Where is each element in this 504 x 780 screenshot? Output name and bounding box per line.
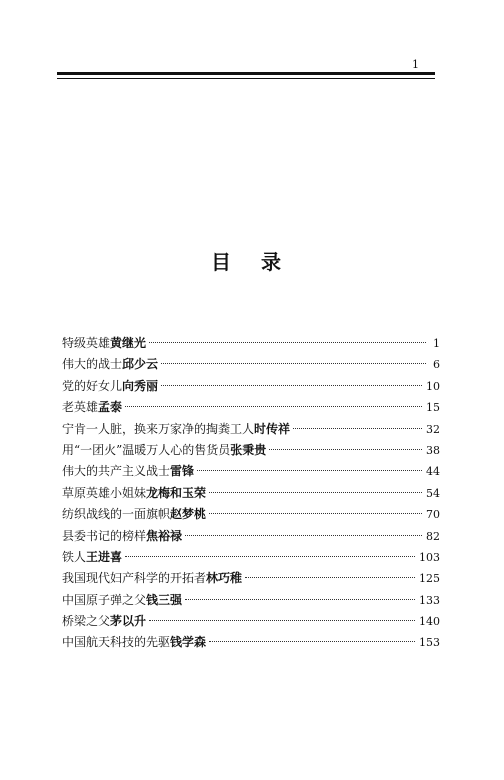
toc-entry-label [62,419,290,440]
toc-entry-person: 张秉贵 [230,442,267,457]
toc-entry [62,440,440,461]
toc-entry-person: 向秀丽 [122,378,159,393]
dot-leader [125,556,415,557]
toc-entry-text: 老英雄 [62,400,99,415]
toc-title: 目录 [211,250,311,274]
page-number: 1 [412,58,419,71]
toc-entry-page: 10 [426,379,440,393]
toc-entry-label [62,376,158,397]
toc-entry-person: 钱学森 [170,635,207,650]
toc-entry-text: 草原英雄小姐妹 [62,485,147,500]
dot-leader [245,577,415,578]
header-rule-thin [57,78,435,79]
toc-entry-text: 宁肯一人脏，换来万家净的掏粪工人 [62,421,255,436]
toc-entry-person: 林巧稚 [206,571,243,586]
toc-entry-page: 125 [419,572,440,586]
toc-entry-label [62,526,182,547]
toc-entry-page: 44 [426,465,440,479]
toc-entry [62,483,440,504]
toc-entry-person: 龙梅和玉荣 [146,485,207,500]
toc-entry-page: 38 [426,443,440,457]
toc-entry [62,354,440,375]
dot-leader [197,470,422,471]
toc-entry-label [62,504,206,525]
toc-entry-page: 32 [426,422,440,436]
dot-leader [185,535,422,536]
toc-entry-label [62,333,146,354]
toc-entry [62,547,440,568]
toc-entry-page: 15 [426,401,440,415]
toc-entry-text: 伟大的共产主义战士 [62,464,171,479]
toc-entry-label [62,461,194,482]
toc-entry-text: 县委书记的榜样 [62,528,147,543]
toc-entry [62,461,440,482]
toc-entry-label [62,568,242,589]
toc-entry-label [62,440,266,461]
toc-entry-text: 纺织战线的一面旗帜 [62,507,171,522]
toc-entry-person: 黄继光 [110,336,147,350]
toc-entry [62,376,440,397]
dot-leader [293,428,422,429]
toc-entry-label [62,590,182,611]
toc-entry-person: 焦裕禄 [146,528,183,543]
toc-entry-label [62,354,158,375]
toc-entry-label [62,611,146,632]
toc-entry [62,568,440,589]
toc-entry-text: 我国现代妇产科学的开拓者 [62,571,207,586]
toc-entry-label [62,547,122,568]
dot-leader [125,406,422,407]
toc-entry-person: 雷锋 [170,464,195,479]
toc-entry-text: 特级英雄 [62,336,111,350]
toc-entry-page: 54 [426,486,440,500]
toc-entry-text: 桥梁之父 [62,614,111,629]
toc-entry-person: 茅以升 [110,614,147,629]
toc-entry-page: 1 [433,337,440,350]
toc-entry [62,611,440,632]
toc-entry-text: 党的好女儿 [62,378,123,393]
toc-entry-text: 伟大的战士 [62,357,123,372]
toc-entry-label [62,483,206,504]
toc-entry-label [62,397,122,418]
toc-entry [62,526,440,547]
toc-entry-text: 铁人 [62,549,87,564]
toc-entry [62,419,440,440]
toc-entry [62,632,440,653]
dot-leader [209,641,415,642]
dot-leader [269,449,422,450]
toc-entry-text: 中国原子弹之父 [62,592,147,607]
toc-entry-person: 赵梦桃 [170,507,207,522]
toc-entry-page: 70 [426,508,440,522]
dot-leader [161,385,422,386]
toc-entry-page: 6 [433,358,440,372]
toc-entry-text: 中国航天科技的先驱 [62,635,171,650]
toc-entry-person: 王进喜 [86,549,123,564]
toc-entry-person: 时传祥 [254,421,291,436]
toc-entry-page: 82 [426,529,440,543]
dot-leader [209,492,422,493]
toc-entry-label [62,632,206,653]
dot-leader [185,599,415,600]
toc-entry-person: 邱少云 [122,357,159,372]
toc-entry-person: 孟泰 [98,400,123,415]
toc-entry-text: 用“一团火”温暖万人心的售货员 [62,442,231,457]
toc-entry-person: 钱三强 [146,592,183,607]
toc-entry [62,333,440,354]
toc-entry-page: 103 [419,550,440,564]
toc-list [62,333,440,654]
toc-entry [62,504,440,525]
dot-leader [149,342,426,343]
toc-entry-page: 153 [419,636,440,650]
dot-leader [161,363,426,364]
toc-entry [62,590,440,611]
toc-entry [62,397,440,418]
toc-entry-page: 140 [419,615,440,629]
dot-leader [209,513,422,514]
header-rule-thick [57,72,435,75]
dot-leader [149,620,415,621]
toc-entry-page: 133 [419,593,440,607]
